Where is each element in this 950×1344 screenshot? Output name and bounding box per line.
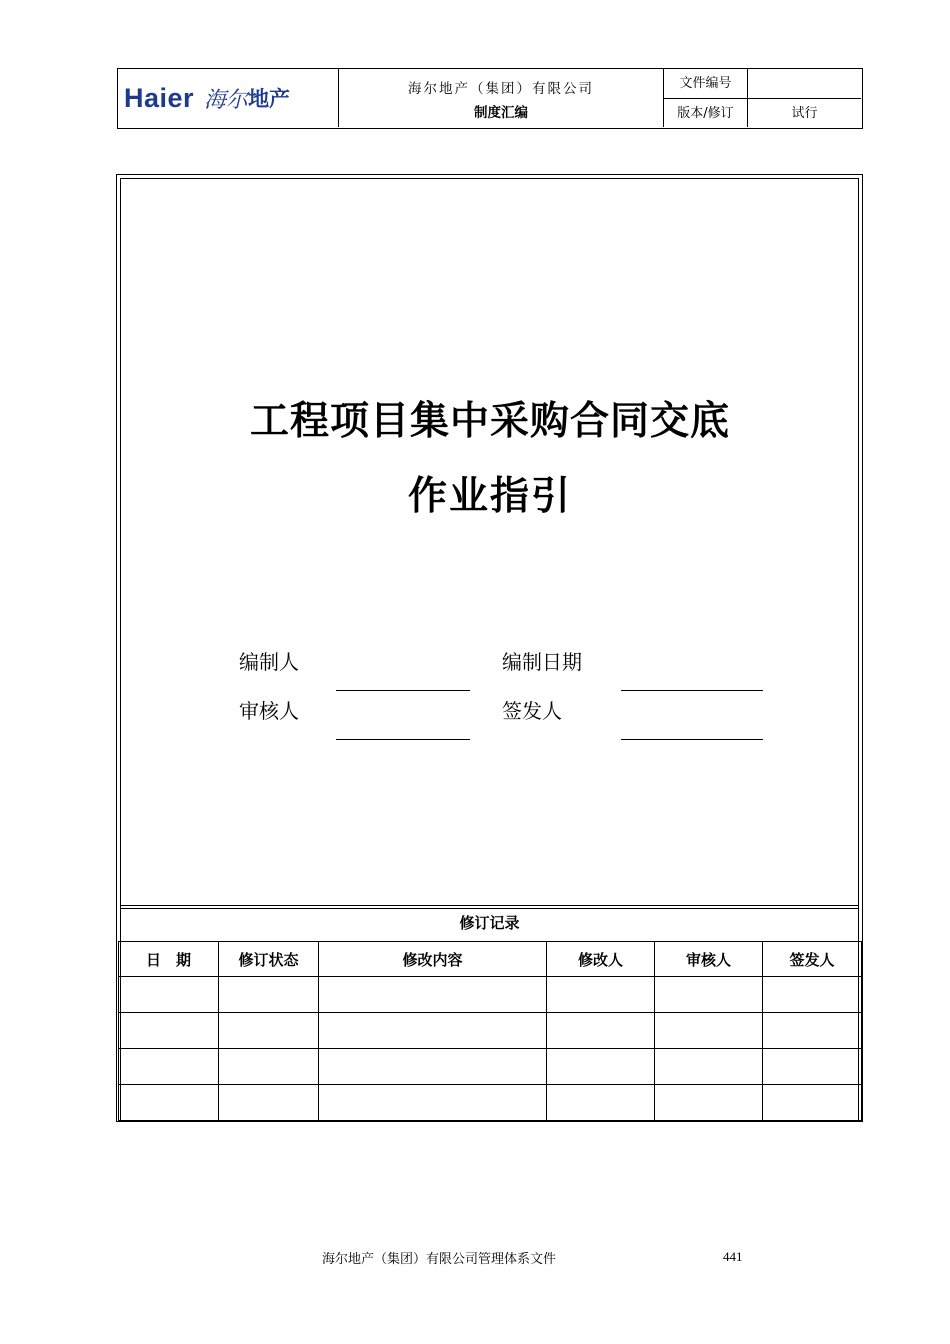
table-cell [547, 977, 655, 1013]
col-modified-by: 修改人 [547, 942, 655, 977]
compilation-label: 制度汇编 [474, 105, 528, 121]
prepared-by-label: 编制人 [239, 650, 299, 674]
table-row [119, 977, 862, 1013]
document-title-line2: 作业指引 [407, 474, 572, 519]
footer-text: 海尔地产（集团）有限公司管理体系文件 [322, 1252, 557, 1267]
table-cell [219, 1013, 319, 1049]
table-cell [763, 1085, 862, 1121]
revision-header-row [119, 942, 862, 977]
table-cell [763, 1013, 862, 1049]
table-row [119, 1085, 862, 1121]
prepared-date-label: 编制日期 [502, 650, 582, 674]
col-revision-status: 修订状态 [219, 942, 319, 977]
table-cell [547, 1049, 655, 1085]
col-date: 日 期 [119, 942, 219, 977]
table-cell [219, 1049, 319, 1085]
logo-script-text: 海尔 [204, 87, 249, 113]
reviewed-by-label: 审核人 [239, 699, 299, 723]
revision-table [118, 941, 862, 1121]
table-cell [547, 1085, 655, 1121]
issued-by-line [621, 739, 763, 740]
logo-bold-text: 地产 [248, 87, 291, 111]
col-change-content: 修改内容 [319, 942, 547, 977]
table-cell [119, 977, 219, 1013]
table-cell [319, 977, 547, 1013]
revision-record-title: 修订记录 [459, 914, 520, 932]
table-cell [319, 1049, 547, 1085]
doc-number-label: 文件编号 [664, 69, 748, 99]
table-cell [547, 1013, 655, 1049]
table-cell [119, 1085, 219, 1121]
table-cell [655, 1085, 763, 1121]
page-number: 441 [723, 1249, 743, 1264]
prepared-date-line [621, 690, 763, 691]
table-cell [763, 977, 862, 1013]
table-cell [655, 1049, 763, 1085]
table-row [119, 1013, 862, 1049]
table-row [119, 1049, 862, 1085]
reviewed-by-line [336, 739, 470, 740]
table-cell [319, 1013, 547, 1049]
table-cell [319, 1085, 547, 1121]
col-issued-by: 签发人 [763, 942, 862, 977]
table-cell [119, 1049, 219, 1085]
company-name: 海尔地产（集团）有限公司 [408, 81, 594, 97]
version-label: 版本/修订 [664, 99, 748, 127]
prepared-by-line [336, 690, 470, 691]
table-cell [763, 1049, 862, 1085]
table-cell [655, 1013, 763, 1049]
table-cell [655, 977, 763, 1013]
company-logo [118, 69, 339, 127]
document-header [117, 68, 863, 129]
table-cell [219, 1085, 319, 1121]
company-cell [339, 69, 664, 127]
revision-separator-bottom [120, 908, 859, 909]
document-title-line1: 工程项目集中采购合同交底 [249, 399, 730, 444]
issued-by-label: 签发人 [502, 699, 562, 723]
col-reviewed-by: 审核人 [655, 942, 763, 977]
table-cell [219, 977, 319, 1013]
doc-number-value [748, 69, 861, 99]
version-value: 试行 [791, 106, 818, 121]
table-cell [119, 1013, 219, 1049]
logo-latin-text: Haier [124, 82, 195, 113]
revision-separator-top [120, 905, 859, 906]
